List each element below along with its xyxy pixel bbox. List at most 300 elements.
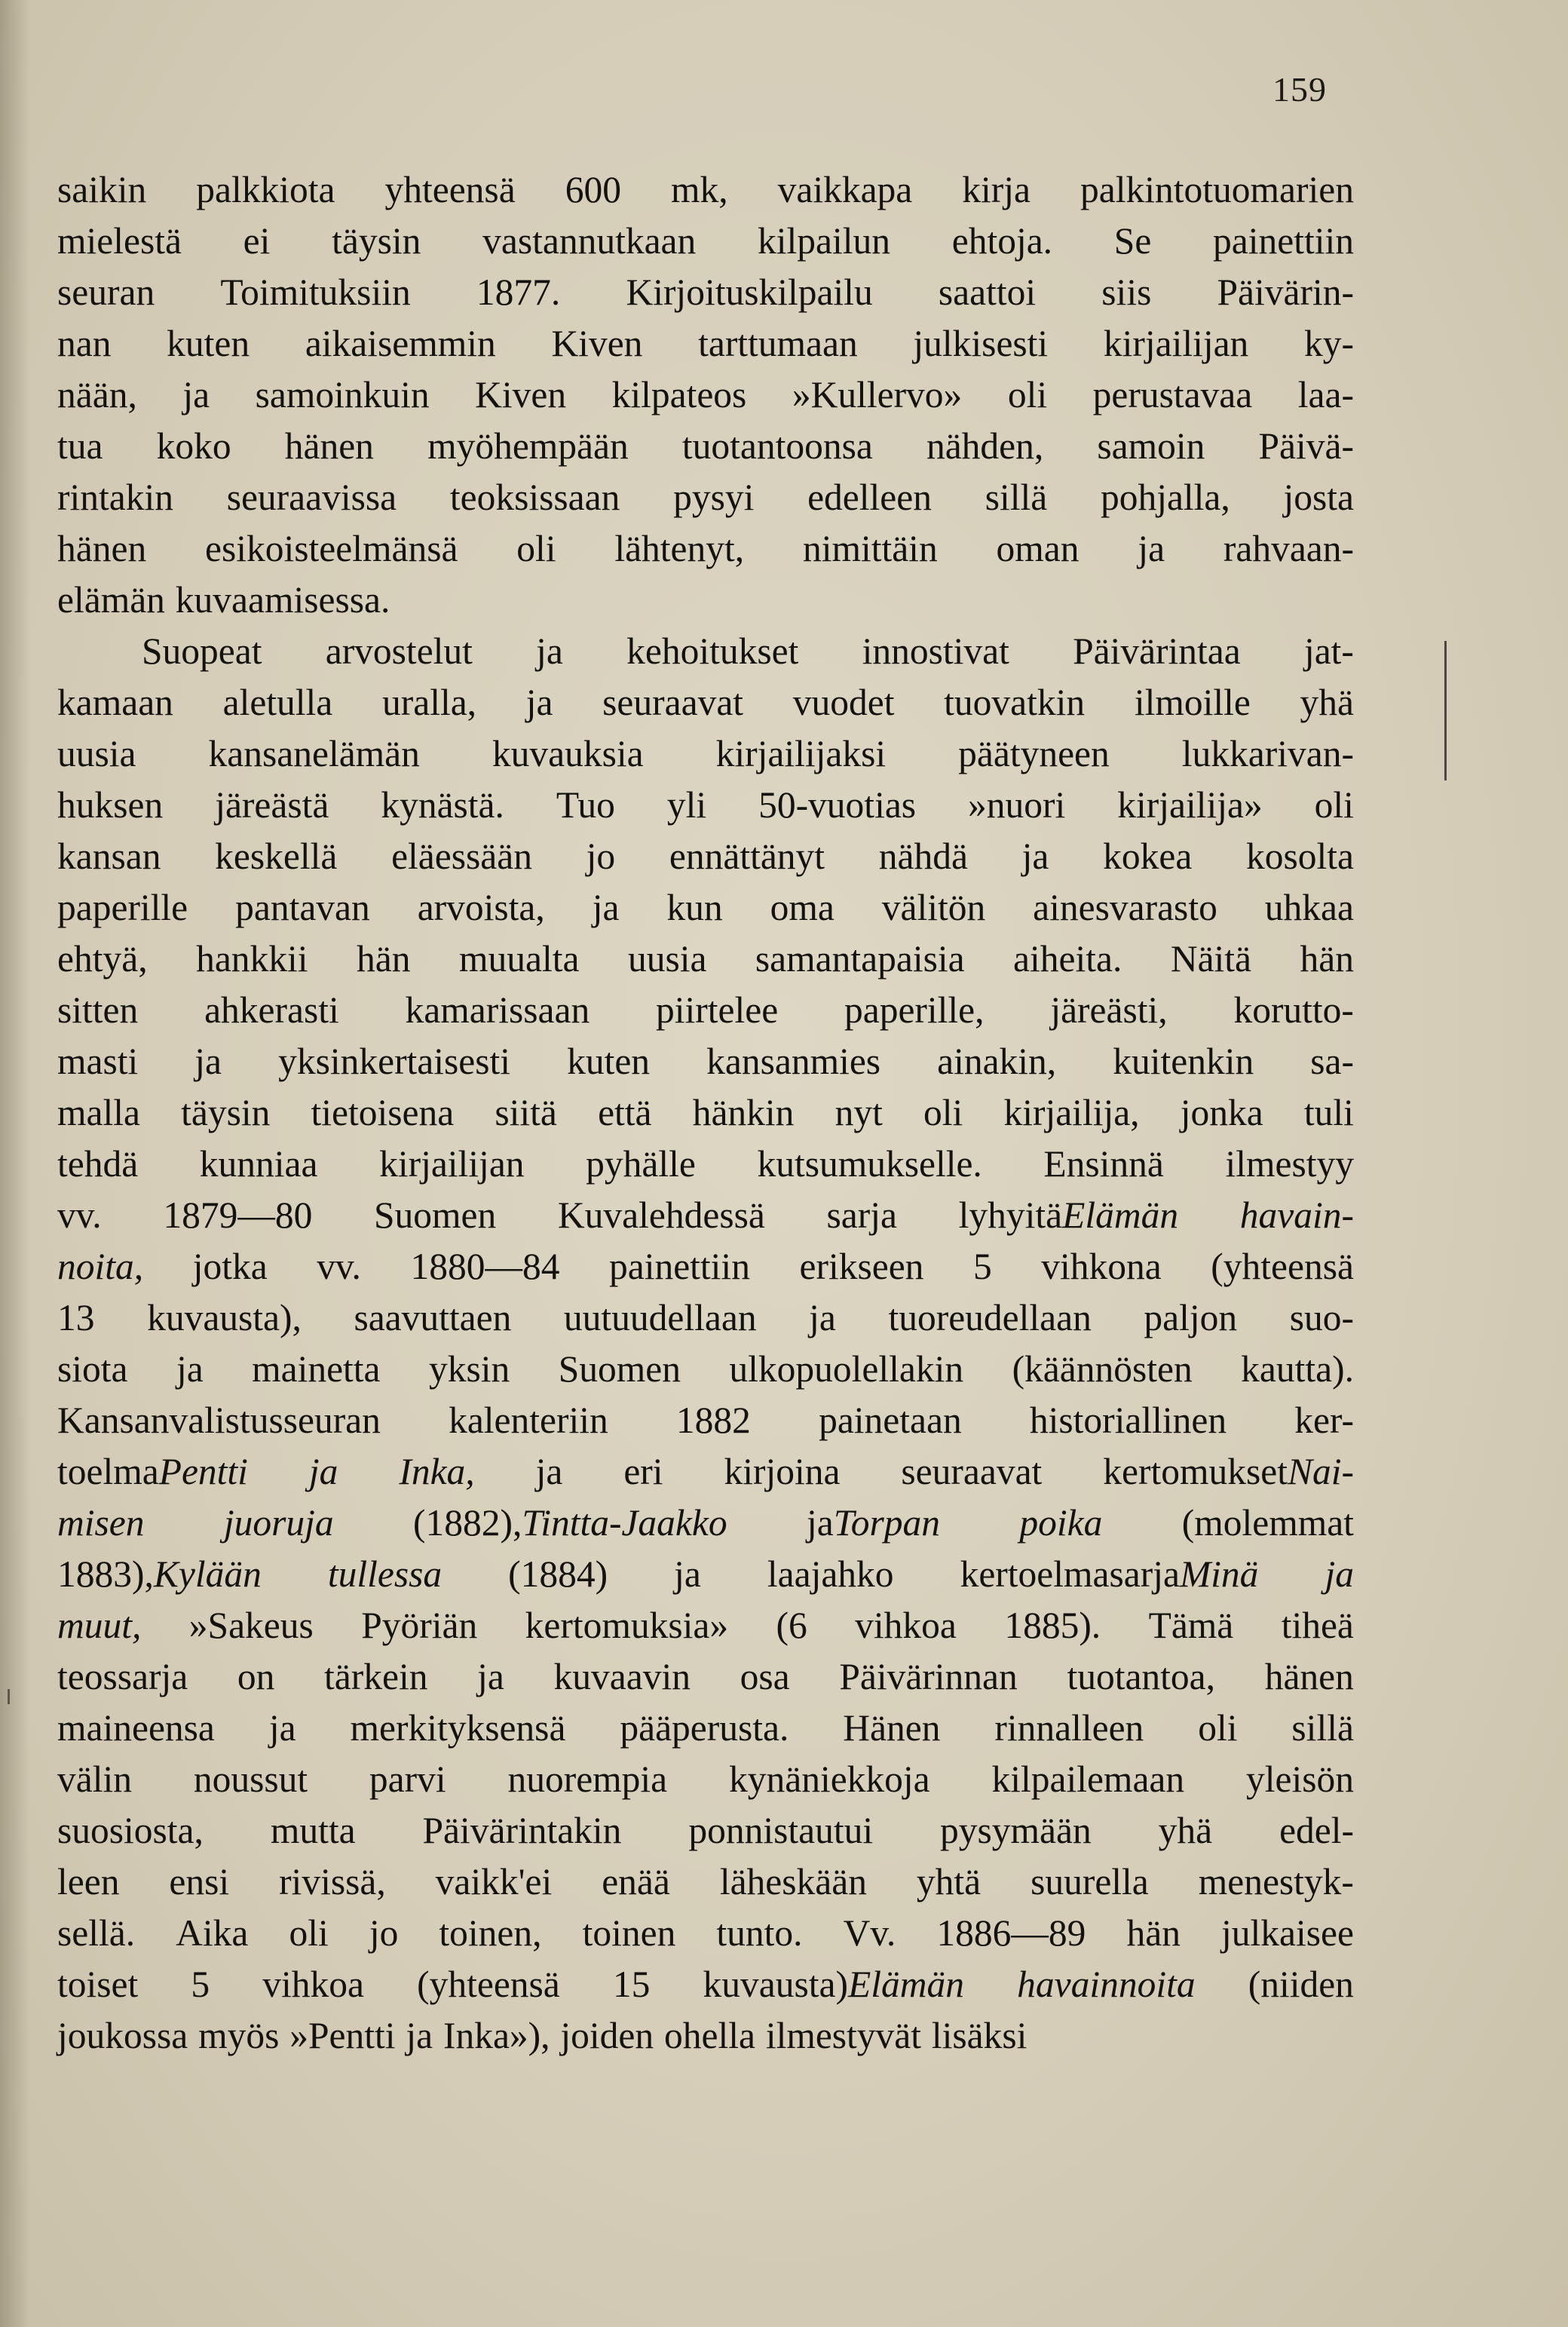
word: sillä bbox=[1291, 1707, 1354, 1749]
word: lisäksi bbox=[931, 2015, 1027, 2056]
word: ja bbox=[182, 374, 210, 415]
word: paljon bbox=[1144, 1297, 1238, 1338]
word: elämän bbox=[57, 579, 165, 621]
word: Suomen bbox=[373, 1194, 497, 1236]
word: ja bbox=[1021, 835, 1049, 877]
word: lyhyitäElämän bbox=[958, 1194, 1179, 1236]
word: uhkaa bbox=[1264, 887, 1354, 928]
word: yhä bbox=[1300, 682, 1354, 723]
word: nimittäin bbox=[802, 528, 938, 569]
word: pantavan bbox=[235, 887, 370, 928]
page-number: 159 bbox=[1272, 70, 1327, 109]
word: tarttumaan bbox=[698, 323, 858, 364]
word: (niiden bbox=[1248, 1964, 1354, 2005]
word: Päivärinnan bbox=[839, 1656, 1018, 1697]
word: kirjailija, bbox=[1003, 1092, 1140, 1133]
word: välin bbox=[57, 1758, 132, 1800]
word: päätyneen bbox=[958, 733, 1110, 774]
word: noussut bbox=[193, 1758, 308, 1800]
text-line bbox=[57, 1395, 1354, 1446]
word: kautta). bbox=[1241, 1348, 1354, 1390]
word: oma bbox=[770, 887, 835, 928]
word: muualta bbox=[459, 938, 580, 980]
word: 1877. bbox=[476, 271, 561, 313]
word: Inka»), bbox=[443, 2015, 550, 2056]
word: 15 bbox=[612, 1964, 651, 2005]
text-line bbox=[57, 2010, 1354, 2062]
word: 1879—80 bbox=[163, 1194, 313, 1236]
word: sa- bbox=[1310, 1041, 1354, 1082]
word: paperille bbox=[57, 887, 188, 928]
word: palkkiota bbox=[196, 169, 335, 210]
word: (6 bbox=[776, 1605, 807, 1646]
word: ja bbox=[674, 1553, 701, 1595]
word: kunniaa bbox=[199, 1143, 318, 1185]
word: maineensa bbox=[57, 1707, 215, 1749]
word: kynäniekkoja bbox=[728, 1758, 930, 1800]
text-line bbox=[57, 1498, 1354, 1549]
text-line bbox=[57, 985, 1354, 1036]
word: ehtoja. bbox=[951, 220, 1053, 262]
word: piirtelee bbox=[656, 989, 779, 1031]
word: ja bbox=[536, 630, 563, 672]
word: ja bbox=[1138, 528, 1165, 569]
word: 1883),Kylään bbox=[57, 1553, 262, 1595]
word: josta bbox=[1283, 477, 1354, 518]
word: ainesvarasto bbox=[1033, 887, 1217, 928]
word: pysyi bbox=[673, 477, 755, 518]
word: joiden bbox=[560, 2015, 654, 2056]
word: Näitä bbox=[1170, 938, 1252, 980]
word: täysin bbox=[332, 220, 421, 262]
word: ja bbox=[176, 1348, 204, 1390]
word: Hänen bbox=[843, 1707, 941, 1749]
word: tuovatkin bbox=[944, 682, 1086, 723]
word: masti bbox=[57, 1041, 139, 1082]
word: kutsumukselle. bbox=[757, 1143, 982, 1185]
word: kuvausta), bbox=[147, 1297, 302, 1338]
word: (yhteensä bbox=[417, 1964, 560, 2005]
word: vihkoa bbox=[855, 1605, 957, 1646]
word: vihkoa bbox=[262, 1964, 364, 2005]
text-line bbox=[57, 728, 1354, 780]
text-line bbox=[57, 882, 1354, 934]
word: yhtä bbox=[916, 1861, 982, 1902]
word: suurella bbox=[1031, 1861, 1149, 1902]
word: uusia bbox=[627, 938, 707, 980]
word: Kirjoituskilpailu bbox=[626, 271, 873, 313]
word: kuvausta)Elämän bbox=[703, 1964, 964, 2005]
text-line bbox=[57, 1087, 1354, 1139]
word: tunto. bbox=[716, 1912, 803, 1954]
word: havainnoita bbox=[1017, 1964, 1196, 2005]
word: hän bbox=[1126, 1912, 1181, 1954]
word: tua bbox=[57, 425, 103, 467]
text-line bbox=[57, 1908, 1354, 1959]
word: vuodet bbox=[792, 682, 895, 723]
word: vaikkapa bbox=[777, 169, 913, 210]
word: pysymään bbox=[940, 1810, 1092, 1851]
word: ainakin, bbox=[937, 1041, 1057, 1082]
word: oli bbox=[1007, 374, 1048, 415]
word: kirjailija» bbox=[1117, 784, 1263, 826]
word: (molemmat bbox=[1181, 1502, 1354, 1544]
spine-shadow bbox=[0, 0, 30, 2327]
word: rintakin bbox=[57, 477, 173, 518]
word: pyhälle bbox=[586, 1143, 696, 1185]
word: nuorempia bbox=[507, 1758, 668, 1800]
word: kertoelmasarjaMinä bbox=[960, 1553, 1259, 1595]
word: Kiven bbox=[551, 323, 643, 364]
word: painetaan bbox=[819, 1400, 962, 1441]
word: kilpailemaan bbox=[991, 1758, 1185, 1800]
text-line bbox=[57, 677, 1354, 728]
word: merkityksensä bbox=[350, 1707, 566, 1749]
text-line bbox=[57, 934, 1354, 985]
word: nään, bbox=[57, 374, 137, 415]
word: edel- bbox=[1279, 1810, 1354, 1851]
word: ker- bbox=[1294, 1400, 1354, 1441]
text-line bbox=[57, 421, 1354, 472]
word: Vv. bbox=[843, 1912, 896, 1954]
word: uralla, bbox=[381, 682, 477, 723]
word: ja bbox=[525, 682, 553, 723]
word: ja bbox=[592, 887, 620, 928]
word: arvostelut bbox=[325, 630, 473, 672]
margin-pencil-mark bbox=[1444, 641, 1447, 780]
word: saattoi bbox=[938, 271, 1037, 313]
word: hänen bbox=[1264, 1656, 1354, 1697]
word: tiheä bbox=[1281, 1605, 1354, 1646]
word: ilmestyvät bbox=[765, 2015, 922, 2056]
word: hankkii bbox=[196, 938, 308, 980]
word: nan bbox=[57, 323, 112, 364]
word: oman bbox=[996, 528, 1080, 569]
word: siis bbox=[1101, 271, 1152, 313]
word: kehoitukset bbox=[626, 630, 799, 672]
word: siota bbox=[57, 1348, 128, 1390]
word: toinen bbox=[582, 1912, 676, 1954]
word: jaTorpan bbox=[806, 1502, 940, 1544]
word: menestyk- bbox=[1198, 1861, 1354, 1902]
body-text bbox=[57, 164, 1354, 2062]
word: ulkopuolellakin bbox=[729, 1348, 964, 1390]
word: siitä bbox=[495, 1092, 557, 1133]
word: läheskään bbox=[719, 1861, 867, 1902]
word: parvi bbox=[369, 1758, 446, 1800]
word: vv. bbox=[57, 1194, 102, 1236]
word: hän bbox=[357, 938, 411, 980]
word: oli bbox=[923, 1092, 963, 1133]
word: »nuori bbox=[968, 784, 1066, 826]
word: Päivä- bbox=[1258, 425, 1354, 467]
word: saavuttaen bbox=[354, 1297, 512, 1338]
text-line bbox=[57, 472, 1354, 523]
word: teoksissaan bbox=[449, 477, 620, 518]
word: ilmoille bbox=[1134, 682, 1251, 723]
word: 1882 bbox=[675, 1400, 751, 1441]
word: paperille, bbox=[844, 989, 985, 1031]
word: ahkerasti bbox=[204, 989, 339, 1031]
word: välitön bbox=[881, 887, 986, 928]
word: yhteensä bbox=[384, 169, 516, 210]
word: tuoreudellaan bbox=[888, 1297, 1092, 1338]
word: ja bbox=[535, 1451, 563, 1492]
word: kuvauksia bbox=[492, 733, 644, 774]
word: kun bbox=[666, 887, 723, 928]
margin-tick-mark bbox=[8, 1689, 10, 1704]
word: jo bbox=[369, 1912, 399, 1954]
word: tuotantoa, bbox=[1067, 1656, 1216, 1697]
word: aletulla bbox=[222, 682, 333, 723]
word: myös bbox=[198, 2015, 280, 2056]
word: pohjalla, bbox=[1100, 477, 1230, 518]
word: seuran bbox=[57, 271, 155, 313]
text-line bbox=[57, 1600, 1354, 1651]
word: ja bbox=[477, 1656, 504, 1697]
word: tärkein bbox=[324, 1656, 428, 1697]
word: 5 bbox=[972, 1246, 992, 1287]
word: kuten bbox=[567, 1041, 651, 1082]
word: sillä bbox=[985, 477, 1048, 518]
word: hänen bbox=[57, 528, 147, 569]
word: uusia bbox=[57, 733, 136, 774]
word: Suomen bbox=[558, 1348, 681, 1390]
word: rinnalleen bbox=[994, 1707, 1144, 1749]
text-line bbox=[57, 626, 1354, 677]
word: mainetta bbox=[252, 1348, 381, 1390]
word: 1880—84 bbox=[410, 1246, 560, 1287]
word: täysin bbox=[181, 1092, 271, 1133]
word: kuvaamisessa. bbox=[175, 579, 390, 621]
word: vihkona bbox=[1041, 1246, 1162, 1287]
word: Kiven bbox=[475, 374, 567, 415]
text-line bbox=[57, 1549, 1354, 1600]
word: yli bbox=[666, 784, 707, 826]
text-line bbox=[57, 1241, 1354, 1292]
word: poika bbox=[1019, 1502, 1103, 1544]
word: eläessään bbox=[391, 835, 532, 877]
word: kuvaavin bbox=[553, 1656, 691, 1697]
word: ja bbox=[194, 1041, 222, 1082]
word: kamaan bbox=[57, 682, 173, 723]
word: painettiin bbox=[608, 1246, 750, 1287]
word: palkintotuomarien bbox=[1080, 169, 1354, 210]
word: ja bbox=[268, 1707, 296, 1749]
word: tullessa bbox=[327, 1553, 443, 1595]
word: 1885). bbox=[1004, 1605, 1101, 1646]
text-line bbox=[57, 1856, 1354, 1908]
text-line bbox=[57, 318, 1354, 369]
word: oli bbox=[289, 1912, 329, 1954]
word: jotka bbox=[192, 1246, 268, 1287]
word: teossarja bbox=[57, 1656, 188, 1697]
word: muut, bbox=[57, 1605, 142, 1646]
word: esikoisteelmänsä bbox=[205, 528, 458, 569]
word: toinen, bbox=[439, 1912, 542, 1954]
word: vaikk'ei bbox=[435, 1861, 553, 1902]
word: hän bbox=[1300, 938, 1354, 980]
word: ei bbox=[243, 220, 271, 262]
word: malla bbox=[57, 1092, 140, 1133]
word: kosolta bbox=[1246, 835, 1354, 877]
word: nyt bbox=[835, 1092, 883, 1133]
word: oli bbox=[1198, 1707, 1238, 1749]
word: samantapaisia bbox=[755, 938, 965, 980]
text-line bbox=[57, 1292, 1354, 1344]
word: 13 bbox=[57, 1297, 95, 1338]
word: Kuvalehdessä bbox=[557, 1194, 765, 1236]
word: toiset bbox=[57, 1964, 139, 2005]
word: Inka, bbox=[399, 1451, 475, 1492]
word: Päivärintaa bbox=[1073, 630, 1241, 672]
text-line bbox=[57, 1703, 1354, 1754]
text-line bbox=[57, 1651, 1354, 1703]
word: nähden, bbox=[926, 425, 1044, 467]
word: misen bbox=[57, 1502, 145, 1544]
word: eri bbox=[623, 1451, 663, 1492]
word: ky- bbox=[1303, 323, 1354, 364]
word: seuraavat bbox=[602, 682, 744, 723]
text-line bbox=[57, 831, 1354, 882]
word: »Sakeus bbox=[188, 1605, 314, 1646]
word: keskellä bbox=[215, 835, 338, 877]
word: kertomuksia» bbox=[525, 1605, 729, 1646]
word: uutuudellaan bbox=[563, 1297, 757, 1338]
word: hänkin bbox=[692, 1092, 795, 1133]
word: sellä. bbox=[57, 1912, 136, 1954]
word: kertomuksetNai- bbox=[1103, 1451, 1354, 1492]
word: yksin bbox=[428, 1348, 510, 1390]
word: joukossa bbox=[57, 2015, 188, 2056]
word: Päivärin- bbox=[1217, 271, 1354, 313]
word: mutta bbox=[270, 1810, 356, 1851]
word: kilpateos bbox=[611, 374, 747, 415]
word: kansanelämän bbox=[208, 733, 420, 774]
word: korutto- bbox=[1233, 989, 1354, 1031]
word: erikseen bbox=[799, 1246, 924, 1287]
word: (1884) bbox=[508, 1553, 608, 1595]
word: kuitenkin bbox=[1113, 1041, 1254, 1082]
text-line bbox=[57, 216, 1354, 267]
word: hänen bbox=[284, 425, 374, 467]
word: kynästä. bbox=[381, 784, 504, 826]
word: aiheita. bbox=[1013, 938, 1122, 980]
word: huksen bbox=[57, 784, 164, 826]
word: samoinkuin bbox=[255, 374, 430, 415]
text-line bbox=[57, 575, 1354, 626]
word: juoruja bbox=[223, 1502, 334, 1544]
word: ohella bbox=[664, 2015, 755, 2056]
word: ehtyä, bbox=[57, 938, 148, 980]
word: rivissä, bbox=[279, 1861, 386, 1902]
text-line bbox=[57, 780, 1354, 831]
word: oli bbox=[1314, 784, 1354, 826]
word: yhä bbox=[1158, 1810, 1213, 1851]
text-line bbox=[57, 1036, 1354, 1087]
word: tehdä bbox=[57, 1143, 139, 1185]
word: jonka bbox=[1180, 1092, 1263, 1133]
text-line bbox=[57, 523, 1354, 575]
word: Pyöriän bbox=[361, 1605, 478, 1646]
word: kuten bbox=[167, 323, 250, 364]
word: kilpailun bbox=[758, 220, 890, 262]
word: Aika bbox=[176, 1912, 249, 1954]
word: järeästi, bbox=[1050, 989, 1168, 1031]
word: laa- bbox=[1297, 374, 1354, 415]
word: yksinkertaisesti bbox=[278, 1041, 511, 1082]
word: Tuo bbox=[556, 784, 615, 826]
text-line bbox=[57, 164, 1354, 216]
word: jo bbox=[586, 835, 616, 877]
word: vastannutkaan bbox=[482, 220, 697, 262]
text-line bbox=[57, 1344, 1354, 1395]
word: laajahko bbox=[767, 1553, 894, 1595]
word: Päivärintakin bbox=[422, 1810, 622, 1851]
word: aikaisemmin bbox=[305, 323, 496, 364]
word: suosiosta, bbox=[57, 1810, 204, 1851]
word: tuotantoonsa bbox=[681, 425, 873, 467]
word: Toimituksiin bbox=[220, 271, 411, 313]
word: havain- bbox=[1239, 1194, 1354, 1236]
word: ensi bbox=[169, 1861, 230, 1902]
word: lähtenyt, bbox=[614, 528, 745, 569]
word: mk, bbox=[670, 169, 728, 210]
word: Se bbox=[1113, 220, 1152, 262]
word: seuraavissa bbox=[226, 477, 397, 518]
word: ennättänyt bbox=[669, 835, 825, 877]
word: kirjoina bbox=[724, 1451, 841, 1492]
word: 1886—89 bbox=[936, 1912, 1086, 1954]
word: ja bbox=[809, 1297, 836, 1338]
word: ja bbox=[406, 2015, 433, 2056]
word: perustavaa bbox=[1092, 374, 1253, 415]
word: sarja bbox=[826, 1194, 897, 1236]
text-line bbox=[57, 1446, 1354, 1498]
word: julkaisee bbox=[1221, 1912, 1354, 1954]
text-line bbox=[57, 1190, 1354, 1241]
text-line bbox=[57, 1754, 1354, 1805]
word: julkisesti bbox=[913, 323, 1049, 364]
word: leen bbox=[57, 1861, 120, 1902]
word: oli bbox=[516, 528, 556, 569]
word: kalenteriin bbox=[449, 1400, 608, 1441]
word: noita, bbox=[57, 1246, 144, 1287]
word: järeästä bbox=[215, 784, 329, 826]
word: »Kullervo» bbox=[792, 374, 963, 415]
word: mielestä bbox=[57, 220, 182, 262]
word: Suopeat bbox=[142, 630, 262, 672]
word: myöhempään bbox=[427, 425, 629, 467]
word: »Pentti bbox=[289, 2015, 396, 2056]
word: ja bbox=[1325, 1553, 1354, 1595]
word: että bbox=[598, 1092, 652, 1133]
word: kansan bbox=[57, 835, 161, 877]
word: kansanmies bbox=[706, 1041, 881, 1082]
word: painettiin bbox=[1213, 220, 1354, 262]
word: tietoisena bbox=[311, 1092, 455, 1133]
word: kirjailijan bbox=[1103, 323, 1249, 364]
word: tuli bbox=[1303, 1092, 1354, 1133]
word: jat- bbox=[1303, 630, 1354, 672]
word: kokea bbox=[1103, 835, 1193, 877]
word: (1882),Tintta-Jaakko bbox=[413, 1502, 727, 1544]
word: (käännösten bbox=[1012, 1348, 1193, 1390]
word: saikin bbox=[57, 169, 147, 210]
word: ponnistautui bbox=[688, 1810, 874, 1851]
word: nähdä bbox=[878, 835, 968, 877]
word: 5 bbox=[191, 1964, 210, 2005]
